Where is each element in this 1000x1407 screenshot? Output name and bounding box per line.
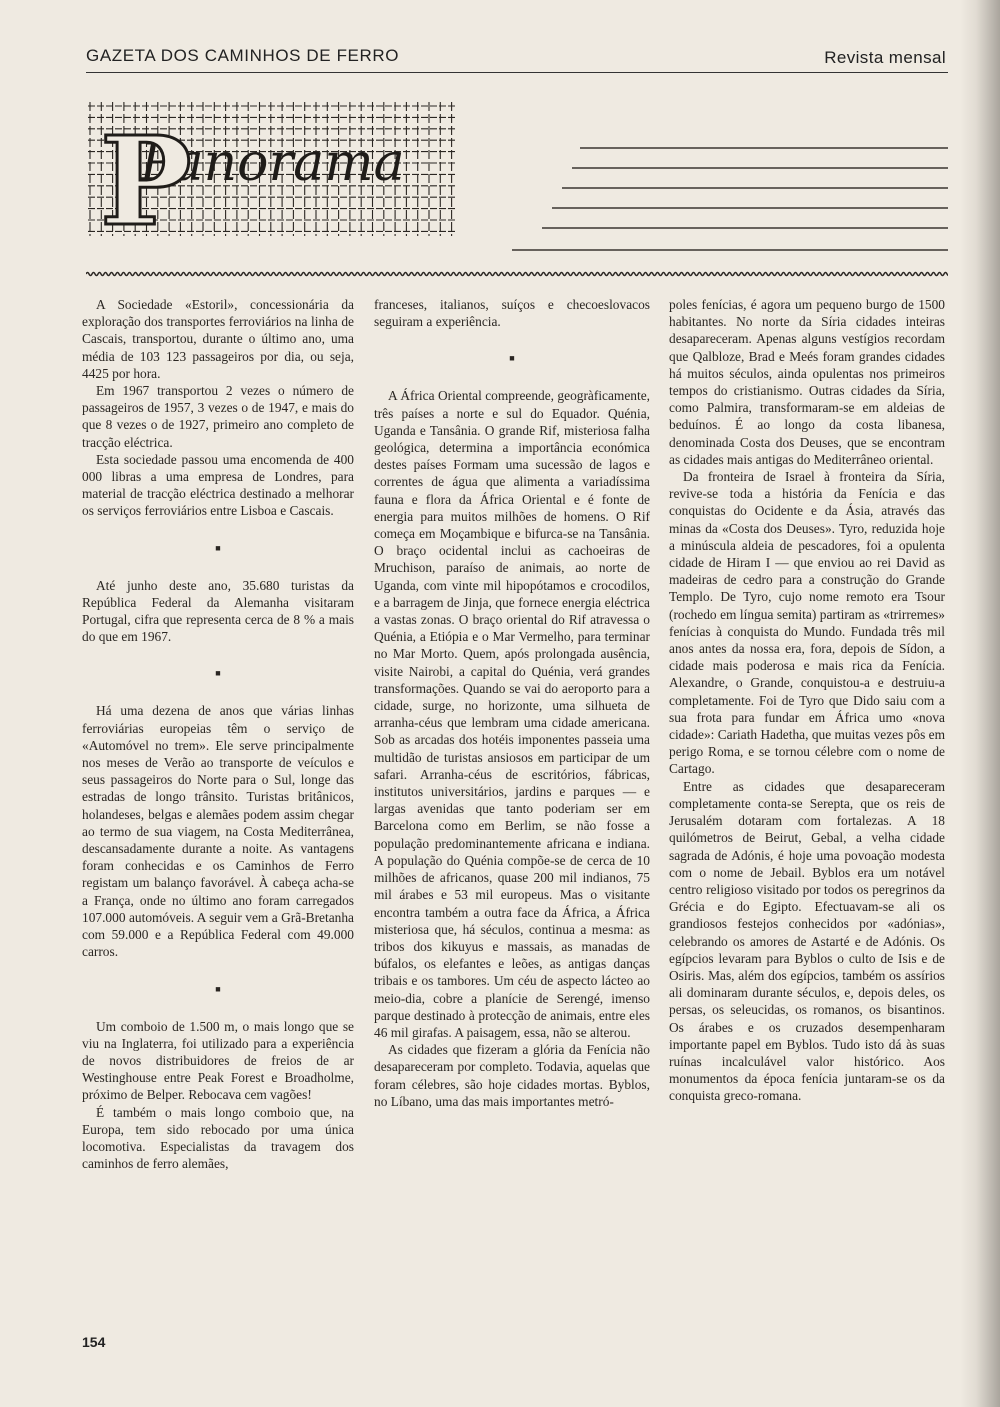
section-separator: ■ — [215, 983, 221, 994]
header-rule — [86, 72, 948, 73]
article-paragraph: poles fenícias, é agora um pequeno burgo de 1500 habitantes. No norte da Síria cidades inteiras desapareceram. Apenas alguns vestígios recordam que Qalbloze, Brad e Meés foram grandes cidades há muitos séculos, ainda opulentas nos primeiros tempos do cristianismo. Outras cidades da Síria, como Palmira, transformaram-se em aldeias de beduínos. É ao longo da costa libanesa, denominada Costa dos Deuses, que se encontram as cidades mais antigas do Mediterrâneo oriental. — [669, 297, 945, 467]
article-column-3 — [669, 296, 945, 1105]
section-separator: ■ — [215, 668, 221, 679]
logo-initial: P — [100, 109, 192, 238]
section-separator: ■ — [509, 353, 515, 364]
article-paragraph: Esta sociedade passou uma encomenda de 400 000 libras a uma empresa de Londres, para material de tracção eléctrica destinado a melhorar os serviços ferroviários entre Lisboa e Cascais. — [82, 451, 354, 519]
page-number: 154 — [82, 1334, 106, 1350]
publication-periodicity: Revista mensal — [824, 48, 946, 67]
logo-text: Panorama — [140, 133, 405, 193]
article-paragraph: Um comboio de 1.500 m, o mais longo que se viu na Inglaterra, foi utilizado para a experiência de novos distribuidores de freios de ar Westinghouse entre Peak Forest e Broadholme, próximo de Belper. Rebocava cem vagões! — [82, 1018, 354, 1103]
article-column-1 — [82, 296, 354, 1172]
grid-logo-graphic — [86, 100, 458, 238]
article-paragraph: As cidades que fizeram a glória da Fenícia não desapareceram por completo. Todavia, aquelas que foram célebres, são hoje cidades mortas. Byblos, no Líbano, uma das mais importantes metró- — [374, 1042, 650, 1109]
article-paragraph: franceses, italianos, suíços e checoeslovacos seguiram a experiência. — [374, 297, 650, 330]
section-divider — [86, 266, 948, 276]
article-paragraph: Da fronteira de Israel à fronteira da Síria, revive-se toda a história da Fenícia e das conquistas do Ocidente e da Ásia, através das minas da «Costa dos Deuses». Tyro, reduzida hoje a minúscula aldeia de pescadores, foi a opulenta cidade de Hiram I — que enviou ao rei David as madeiras de cedro para a construção do Grande Templo. De Tyro, cujo nome remoto era Tsour (rochedo em língua semita) partiram as «trirremes» fenícias à conquista do Mundo. Fundada três mil anos antes da nossa era, fora, depois de Sídon, a cidade mais poderosa e mais rica da Fenícia. Alexandre, o Grande, conquistou-a e destruiu-a completamente. Foi de Tyro que Dido saiu com a sua frota para fundar em África umo «nova cidade»: Cariath Hadetha, que muitas vezes pôs em perigo Roma, e se tornou célebre com o nome de Cartago. — [669, 469, 945, 777]
article-paragraph: A Sociedade «Estoril», concessionária da exploração dos transportes ferroviários na linha de Cascais, transportou, durante o último ano, uma média de 103 123 passageiros por dia, ou seja, 4425 por hora. — [82, 297, 354, 381]
article-paragraph: Entre as cidades que desapareceram completamente conta-se Serepta, que os reis de Jerusalém dotaram com fortalezas. A 18 quilómetros de Beirut, Gebal, a velha cidade sagrada de Adónis, é hoje uma povoação modesta com o nome de Jebail. Byblos era um notável centro religioso visitado por todos os peregrinos da Grécia e do Egipto. Efectuavam-se ali os grandiosos festejos conhecidos por «adónias», celebrando os amores de Astarté e de Adónis. Os egípcios levaram para Byblos o culto de Isis e de Osiris. Mas, além dos egípcios, também os assírios ali dominaram durante séculos, e, depois deles, os persas, os seleucidas, os romanos, os bisantinos. Os árabes e os cruzados desempenharam importante papel em Byblos. Tudo isto dá às suas ruínas incalculável valor histórico. Aos monumentos da época fenícia juntaram-se os da conquista greco-romana. — [669, 778, 945, 1104]
article-paragraph: Até junho deste ano, 35.680 turistas da República Federal da Alemanha visitaram Portugal, cifra que representa cerca de 8 % a mais do que em 1967. — [82, 577, 354, 645]
section-logo — [86, 100, 458, 238]
article-paragraph: Em 1967 transportou 2 vezes o número de passageiros de 1957, 3 vezes o de 1947, e mais do que 8 vezes o de 1927, primeiro ano completo de tracção eléctrica. — [82, 383, 354, 450]
article-paragraph: A África Oriental compreende, geogràficamente, três países a norte e sul do Equador. Quénia, Uganda e Tansânia. O grande Rif, misteriosa falha geológica, determina a importância económica destes países Formam uma sucessão de lagos e correntes de água que alimenta a variadíssima fauna e flora da África Oriental e é fonte de energia para muitos milhões de homens. O Rif começa em Moçambique e bifurca-se na Tansânia. O braço ocidental inclui as cachoeiras de Mruchison, paraíso de animais, ao norte de Uganda, com vinte mil hipopótamos e crocodilos, e a barragem de Jinja, que fornece energia eléctrica a vastas zonas. O braço oriental do Rif atravessa o Quénia, a Etiópia e o Mar Vermelho, para terminar no Mar Morto. Quem, após prolongada ausência, visite Nairobi, a capital do Quénia, verá grandes transformações. Quando se vai do aeroporto para a cidade, surge, no horizonte, uma silhueta de arranha-céus que lembram uma cidade americana. Sob as arcadas dos hotéis imponentes passeia uma multidão de turistas ansiosos em participar de um safari. Arranha-céus de escritórios, fábricas, institutos universitários, jardins e parques — e largas avenidas que tanto poderiam ser em Barcelona como em Berlim, se não fosse a população predominantemente africana e indiana. A população do Quénia compõe-se de cerca de 10 milhões de africanos, quase 200 mil indianos, 75 mil árabes e 53 mil europeus. Mas o visitante encontra também a outra face da África, a África misteriosa que, há séculos, continua a mesma: as tribos dos kikuyus e massais, as manadas de búfalos, os elefantes e leões, as antigas danças tribais e os tambores. Um céu de aspecto lácteo ao meio-dia, cobre a planície de Serengé, imenso parque destinado à protecção de animais, entre eles 46 mil girafas. A paisagem, essa, não se alterou. — [374, 388, 650, 1040]
publication-title: GAZETA DOS CAMINHOS DE FERRO — [86, 46, 400, 65]
decorative-lines — [512, 140, 948, 255]
page-edge-shadow — [960, 0, 1000, 1407]
article-paragraph: É também o mais longo comboio que, na Europa, tem sido rebocado por uma única locomotiva. Especialistas da travagem dos caminhos de ferro alemães, — [82, 1104, 354, 1172]
article-column-2 — [374, 296, 650, 1110]
section-separator: ■ — [215, 542, 221, 553]
article-paragraph: Há uma dezena de anos que várias linhas ferroviárias europeias têm o serviço de «Automóvel no trem». Ele serve principalmente nos meses de Verão ao transporte de veículos e seus passageiros do Norte para o Sul, longe das estradas de longo trânsito. Turistas britânicos, holandeses, belgas e alemães podem assim chegar ao termo de sua viagem, na Costa Mediterrânea, descansadamente durante a noite. As vantagens foram conhecidas e os Caminhos de Ferro registam um balanço favorável. À cabeça acha-se a França, onde no último ano foram carregados 107.000 automóveis. A seguir vem a Grã-Bretanha com 59.000 e a República Federal com 49.000 carros. — [82, 703, 354, 960]
